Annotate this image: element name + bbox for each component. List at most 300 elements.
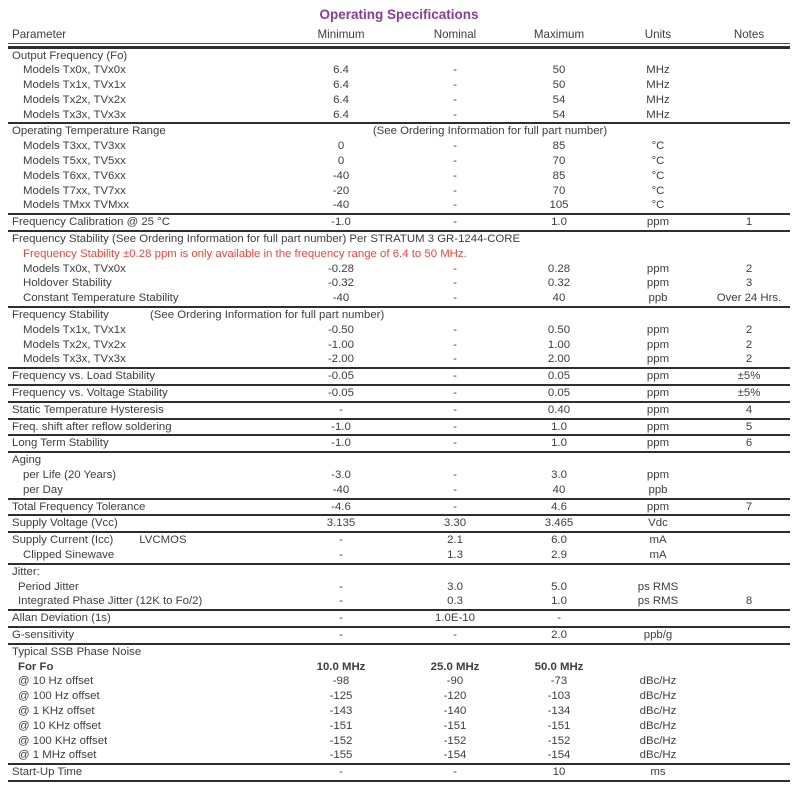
cell-notes (708, 719, 790, 734)
table-row (8, 565, 790, 580)
cell-minimum: - (339, 580, 343, 593)
cell-notes (708, 453, 790, 468)
cell-parameter: Long Term Stability (12, 437, 109, 450)
cell-notes: 2 (745, 353, 753, 366)
cell-parameter: @ 1 MHz offset (18, 749, 97, 762)
cell-units: dBc/Hz (639, 675, 677, 688)
cell-parameter: @ 100 KHz offset (18, 734, 108, 747)
cell-maximum: 105 (549, 199, 569, 212)
cell-notes (708, 580, 790, 595)
cell-units: °C (651, 140, 665, 153)
cell-nominal (400, 453, 510, 468)
cell-nominal: -152 (443, 734, 467, 747)
cell-nominal: - (453, 169, 457, 182)
cell-parameter: @ 100 Hz offset (18, 690, 100, 703)
cell-nominal: 3.0 (447, 580, 463, 593)
cell-units: ppb (648, 292, 668, 305)
cell-maximum: 0.05 (547, 370, 571, 383)
cell-notes (708, 533, 790, 548)
column-header-parameter: Parameter (12, 28, 67, 41)
cell-nominal: - (453, 323, 457, 336)
table-row (8, 580, 790, 595)
table-row (8, 548, 790, 565)
table-row (8, 78, 790, 93)
cell-nominal: -140 (443, 704, 467, 717)
cell-notes (708, 704, 790, 719)
cell-minimum: -4.6 (331, 500, 351, 513)
cell-minimum (282, 49, 400, 64)
cell-units: ppm (646, 338, 670, 351)
cell-nominal: - (453, 292, 457, 305)
cell-units: ppb/g (643, 628, 673, 641)
cell-notes (708, 483, 790, 498)
cell-notes (708, 734, 790, 749)
table-row (8, 483, 790, 500)
cell-maximum (510, 645, 608, 660)
cell-maximum (510, 453, 608, 468)
cell-parameter: Frequency Calibration @ 25 °C (12, 216, 170, 229)
cell-minimum: 0 (337, 155, 345, 168)
cell-maximum: 1.0 (551, 595, 567, 608)
cell-units: mA (649, 549, 667, 561)
page-title: Operating Specifications (319, 7, 479, 22)
cell-nominal: - (453, 353, 457, 366)
table-row (8, 323, 790, 338)
table-row (8, 352, 790, 369)
cell-parameter: Output Frequency (Fo) (12, 49, 128, 62)
cell-units: MHz (646, 108, 670, 121)
cell-nominal: - (453, 216, 457, 229)
cell-units: MHz (646, 64, 670, 77)
cell-minimum: -20 (332, 184, 350, 197)
cell-nominal: - (453, 64, 457, 77)
cell-units: dBc/Hz (639, 690, 677, 703)
table-row (8, 594, 790, 611)
table-row (8, 533, 790, 548)
cell-nominal: 25.0 MHz (430, 660, 480, 673)
cell-nominal: - (453, 420, 457, 433)
cell-minimum (282, 453, 400, 468)
cell-units: ppm (646, 353, 670, 366)
cell-notes (708, 674, 790, 689)
cell-parameter: Freq. shift after reflow soldering (12, 420, 172, 433)
cell-parameter: Integrated Phase Jitter (12K to Fo/2) (18, 595, 203, 608)
cell-minimum: -40 (332, 483, 350, 496)
cell-notes (708, 748, 790, 763)
cell-maximum: 50 (552, 64, 566, 77)
cell-units: °C (651, 169, 665, 182)
cell-parameter: Models Tx2x, TVx2x (23, 93, 126, 106)
span-note: (See Ordering Information for full part number) (150, 309, 385, 322)
table-row (8, 49, 790, 64)
table-row (8, 468, 790, 483)
cell-parameter: Operating Temperature Range (12, 125, 166, 138)
cell-maximum: 1.00 (547, 338, 571, 351)
cell-maximum: -73 (550, 675, 568, 688)
span-note: (See Ordering Information for full part number) (372, 125, 608, 138)
cell-notes: Over 24 Hrs. (716, 292, 782, 305)
cell-minimum: 6.4 (333, 93, 349, 106)
cell-units: °C (651, 199, 665, 212)
cell-units (608, 645, 708, 660)
cell-nominal: - (453, 469, 457, 482)
cell-notes (708, 645, 790, 660)
cell-maximum: 85 (552, 140, 566, 153)
cell-parameter: Models Tx2x, TVx2x (23, 338, 126, 351)
cell-maximum: 5.0 (551, 580, 567, 593)
cell-parameter: Start-Up Time (12, 766, 83, 779)
cell-maximum: - (557, 612, 561, 625)
column-header-units: Units (644, 28, 672, 41)
cell-maximum: 54 (552, 108, 566, 121)
cell-maximum (510, 565, 608, 580)
cell-nominal: - (453, 437, 457, 450)
cell-notes: 2 (745, 338, 753, 351)
cell-notes (708, 548, 790, 563)
cell-maximum: 3.465 (544, 517, 574, 530)
cell-maximum: 54 (552, 93, 566, 106)
cell-maximum: -151 (547, 719, 571, 732)
table-header-row (8, 26, 790, 44)
cell-notes: 8 (745, 595, 753, 608)
cell-notes (708, 660, 790, 675)
cell-units: mA (649, 534, 667, 547)
table-row (8, 308, 790, 323)
cell-notes (708, 765, 790, 780)
cell-maximum: 2.00 (547, 353, 571, 366)
cell-notes (708, 468, 790, 483)
cell-minimum: 6.4 (333, 64, 349, 77)
cell-notes (708, 184, 790, 199)
cell-minimum: -3.0 (331, 469, 351, 482)
table-row (8, 645, 790, 660)
cell-notes (708, 628, 790, 643)
table-row (8, 403, 790, 420)
column-header-nominal: Nominal (433, 28, 477, 41)
table-row (8, 262, 790, 277)
cell-units (608, 660, 708, 675)
cell-units: ppm (646, 500, 670, 513)
column-header-maximum: Maximum (533, 28, 585, 41)
table-row (8, 704, 790, 719)
cell-units (608, 565, 708, 580)
cell-notes (708, 78, 790, 93)
cell-minimum: 6.4 (333, 79, 349, 92)
cell-minimum: -1.00 (328, 338, 354, 351)
cell-maximum: -154 (547, 749, 571, 762)
cell-parameter: Frequency vs. Voltage Stability (12, 387, 168, 400)
cell-maximum: -103 (547, 690, 571, 703)
table-row (8, 338, 790, 353)
cell-notes (708, 49, 790, 64)
cell-maximum: 3.0 (551, 469, 567, 482)
cell-units: ppm (646, 403, 670, 416)
cell-notes: 2 (745, 323, 753, 336)
cell-parameter: Typical SSB Phase Noise (12, 645, 142, 658)
cell-notes (708, 154, 790, 169)
cell-nominal (400, 565, 510, 580)
table-row (8, 611, 790, 628)
table-row (8, 369, 790, 386)
table-row (8, 453, 790, 468)
cell-notes (708, 108, 790, 123)
cell-parameter: Aging (12, 454, 42, 467)
cell-notes: 5 (745, 420, 753, 433)
cell-nominal: - (453, 403, 457, 416)
table-row (8, 689, 790, 704)
cell-nominal: - (453, 387, 457, 400)
cell-maximum: 2.9 (551, 549, 567, 561)
cell-nominal: 1.0E-10 (435, 612, 475, 625)
table-row (8, 169, 790, 184)
cell-maximum: 85 (552, 169, 566, 182)
cell-minimum: - (339, 403, 343, 416)
cell-units: ppm (646, 370, 670, 383)
cell-nominal: 3.30 (443, 517, 467, 530)
cell-nominal: - (453, 93, 457, 106)
cell-minimum: - (339, 612, 343, 625)
cell-maximum: 70 (552, 184, 566, 197)
cell-units (608, 247, 708, 262)
cell-parameter: Models Tx1x, TVx1x (23, 79, 126, 92)
cell-maximum: -134 (547, 704, 571, 717)
cell-units: dBc/Hz (639, 749, 677, 762)
cell-nominal: 0.3 (447, 595, 463, 608)
table-row (8, 420, 790, 437)
cell-parameter: Models T3xx, TV3xx (23, 140, 126, 153)
cell-parameter: Supply Voltage (Vcc) (12, 517, 118, 530)
table-row (8, 184, 790, 199)
cell-minimum: -151 (329, 719, 353, 732)
cell-maximum: -152 (547, 734, 571, 747)
table-row (8, 215, 790, 232)
cell-nominal (400, 247, 510, 262)
table-row (8, 500, 790, 517)
cell-notes (708, 63, 790, 78)
cell-parameter: per Life (20 Years) (23, 469, 117, 482)
table-row (8, 124, 790, 139)
cell-units: ppm (646, 277, 670, 290)
cell-nominal: -90 (446, 675, 464, 688)
cell-minimum: 0 (337, 140, 345, 153)
cell-minimum (282, 645, 400, 660)
cell-minimum: - (339, 766, 343, 779)
cell-maximum (510, 232, 608, 247)
cell-nominal: - (453, 108, 457, 121)
cell-nominal: - (453, 262, 457, 275)
cell-nominal: - (453, 155, 457, 168)
cell-maximum: 0.50 (547, 323, 571, 336)
cell-nominal (400, 645, 510, 660)
cell-maximum (510, 49, 608, 64)
cell-parameter: Allan Deviation (1s) (12, 612, 111, 625)
table-row (8, 93, 790, 108)
cell-nominal: 2.1 (447, 534, 463, 547)
table-row (8, 386, 790, 403)
cell-notes (708, 565, 790, 580)
cell-maximum: 0.05 (547, 387, 571, 400)
cell-units: ppm (646, 216, 670, 229)
cell-maximum: 50 (552, 79, 566, 92)
cell-units (608, 453, 708, 468)
cell-nominal: - (453, 628, 457, 641)
cell-units: ppm (646, 323, 670, 336)
cell-parameter: For Fo (18, 660, 54, 673)
cell-minimum: 6.4 (333, 108, 349, 121)
cell-parameter: Frequency Stability ±0.28 ppm is only available in the frequency range of 6.4 to 50 MHz. (23, 247, 467, 260)
cell-minimum: -2.00 (328, 353, 354, 366)
cell-notes: 4 (745, 403, 753, 416)
cell-nominal: - (453, 199, 457, 212)
cell-notes (708, 232, 790, 247)
cell-nominal: -120 (443, 690, 467, 703)
cell-units (608, 611, 708, 626)
cell-units: °C (651, 184, 665, 197)
cell-notes (708, 689, 790, 704)
cell-units: dBc/Hz (639, 734, 677, 747)
cell-parameter: Models Tx1x, TVx1x (23, 323, 126, 336)
cell-minimum: -0.32 (328, 277, 354, 290)
cell-parameter: Constant Temperature Stability (23, 292, 179, 305)
table-row (8, 232, 790, 247)
cell-notes: 3 (745, 277, 753, 290)
table-row (8, 628, 790, 645)
cell-notes (708, 198, 790, 213)
table-row (8, 765, 790, 782)
table-row (8, 674, 790, 689)
table-row (8, 108, 790, 125)
cell-nominal (400, 49, 510, 64)
cell-parameter: Holdover Stability (23, 277, 112, 290)
cell-nominal: 1.3 (447, 549, 463, 561)
column-header-minimum: Minimum (317, 28, 365, 41)
cell-minimum: 3.135 (326, 517, 356, 530)
cell-units: °C (651, 155, 665, 168)
cell-maximum: 0.32 (547, 277, 571, 290)
spec-table-body (8, 49, 790, 782)
cell-units: Vdc (648, 517, 668, 530)
table-row (8, 291, 790, 308)
cell-maximum: 1.0 (551, 216, 567, 229)
cell-minimum (282, 247, 400, 262)
cell-parameter: Models Tx3x, TVx3x (23, 108, 126, 121)
cell-parameter: per Day (23, 483, 63, 496)
cell-nominal: - (453, 766, 457, 779)
cell-parameter: @ 1 KHz offset (18, 704, 95, 717)
cell-notes: 6 (745, 437, 753, 450)
table-row (8, 247, 790, 262)
cell-units: ppb (648, 483, 668, 496)
table-row (8, 516, 790, 533)
cell-units: ppm (646, 469, 670, 482)
cell-nominal: - (453, 500, 457, 513)
cell-notes: ±5% (737, 387, 761, 400)
cell-nominal: -151 (443, 719, 467, 732)
cell-nominal: - (453, 370, 457, 383)
cell-units: ms (650, 766, 666, 779)
cell-notes (708, 139, 790, 154)
cell-maximum: 4.6 (551, 500, 567, 513)
cell-minimum: -40 (332, 199, 350, 212)
cell-maximum: 40 (552, 483, 566, 496)
table-row (8, 734, 790, 749)
cell-maximum: 70 (552, 155, 566, 168)
cell-notes (708, 611, 790, 626)
cell-minimum: -0.50 (328, 323, 354, 336)
cell-minimum (282, 232, 400, 247)
cell-minimum (282, 565, 400, 580)
cell-maximum: 6.0 (551, 534, 567, 547)
table-row (8, 139, 790, 154)
cell-minimum: - (339, 628, 343, 641)
cell-minimum: -40 (332, 169, 350, 182)
cell-minimum: -1.0 (331, 437, 351, 450)
cell-units: ps RMS (637, 580, 679, 593)
cell-nominal: - (453, 483, 457, 496)
cell-parameter: Frequency Stability (See Ordering Information for full part number) Per STRATUM 3 GR-1244-CORE (12, 233, 521, 246)
cell-minimum: - (339, 549, 343, 561)
cell-maximum: 0.28 (547, 262, 571, 275)
cell-parameter: @ 10 Hz offset (18, 675, 94, 688)
cell-nominal: - (453, 277, 457, 290)
cell-minimum: -0.28 (328, 262, 354, 275)
cell-parameter: Static Temperature Hysteresis (12, 403, 164, 416)
spec-table (8, 26, 790, 782)
cell-minimum: -155 (329, 749, 353, 762)
cell-nominal: - (453, 140, 457, 153)
cell-parameter: Clipped Sinewave (23, 549, 115, 561)
cell-parameter: Models Tx0x, TVx0x (23, 64, 126, 77)
cell-notes: 2 (745, 262, 753, 275)
cell-minimum: -1.0 (331, 420, 351, 433)
cell-minimum: -98 (332, 675, 350, 688)
cell-units (608, 232, 708, 247)
cell-minimum: -143 (329, 704, 353, 717)
cell-notes (708, 247, 790, 262)
cell-notes (708, 516, 790, 531)
cell-notes (708, 169, 790, 184)
cell-nominal: - (453, 338, 457, 351)
cell-maximum: 2.0 (551, 628, 567, 641)
cell-nominal (400, 232, 510, 247)
cell-minimum: -0.05 (328, 387, 354, 400)
cell-maximum: 1.0 (551, 437, 567, 450)
cell-maximum: 40 (552, 292, 566, 305)
cell-maximum: 10 (552, 766, 566, 779)
cell-units: MHz (646, 79, 670, 92)
cell-minimum: -125 (329, 690, 353, 703)
table-row (8, 748, 790, 765)
cell-minimum: -152 (329, 734, 353, 747)
cell-units (608, 49, 708, 64)
cell-minimum: -1.0 (331, 216, 351, 229)
cell-minimum: -0.05 (328, 370, 354, 383)
cell-notes: ±5% (737, 370, 761, 383)
cell-parameter: Supply Current (Icc) LVCMOS (12, 534, 187, 547)
cell-parameter: Frequency Stability (12, 309, 109, 322)
table-row (8, 719, 790, 734)
cell-units: ppm (646, 420, 670, 433)
cell-nominal: - (453, 184, 457, 197)
cell-parameter: Models Tx0x, TVx0x (23, 262, 126, 275)
cell-parameter: Models T7xx, TV7xx (23, 184, 126, 197)
cell-maximum: 50.0 MHz (534, 660, 584, 673)
cell-parameter: G-sensitivity (12, 628, 75, 641)
cell-parameter: Models TMxx TVMxx (23, 199, 129, 212)
cell-units: ppm (646, 262, 670, 275)
table-row (8, 436, 790, 453)
cell-units: MHz (646, 93, 670, 106)
